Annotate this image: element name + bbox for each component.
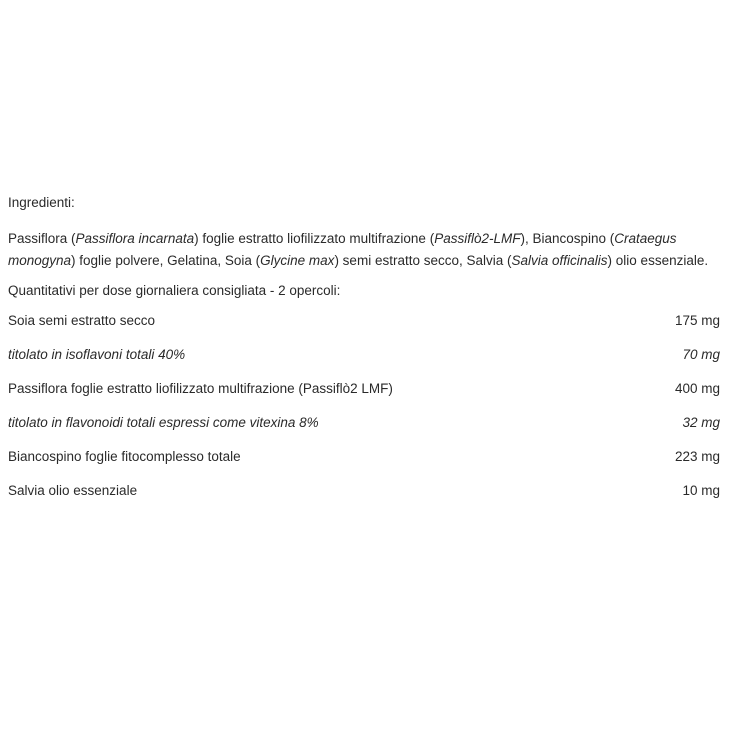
ingredient-segment: ) olio essenziale. [607, 253, 709, 268]
quantity-name: Salvia olio essenziale [8, 483, 138, 498]
quantity-name: titolato in isoflavoni totali 40% [8, 347, 186, 362]
quantity-row [8, 412, 720, 434]
quantity-amount: 400 mg [674, 381, 720, 396]
quantity-row [8, 310, 720, 332]
ingredient-latin-name: Glycine max [260, 253, 335, 268]
ingredient-latin-name: Salvia officinalis [511, 253, 608, 268]
ingredients-heading: Ingredienti: [8, 195, 75, 210]
quantity-name: titolato in flavonoidi totali espressi come vitexina 8% [8, 415, 319, 430]
ingredient-segment: ) foglie polvere, Gelatina, Soia ( [71, 253, 261, 268]
ingredient-segment: Passiflora ( [8, 231, 76, 246]
ingredient-segment: ) semi estratto secco, Salvia ( [334, 253, 512, 268]
ingredient-segment: ), Biancospino ( [520, 231, 615, 246]
ingredient-brand-name: Passiflò2-LMF [434, 231, 521, 246]
quantity-amount: 32 mg [682, 415, 720, 430]
quantity-name: Soia semi estratto secco [8, 313, 156, 328]
quantity-amount: 223 mg [674, 449, 720, 464]
ingredient-segment: ) foglie estratto liofilizzato multifrazione ( [194, 231, 435, 246]
product-label-text [8, 192, 720, 514]
quantity-amount: 175 mg [674, 313, 720, 328]
ingredient-latin-name: Passiflora incarnata [75, 231, 195, 246]
quantity-name: Biancospino foglie fitocomplesso totale [8, 449, 241, 464]
quantities-title: Quantitativi per dose giornaliera consigliata - 2 opercoli: [8, 283, 341, 298]
quantity-row [8, 446, 720, 468]
ingredient-latin-name: Crataegus monogyna [8, 231, 677, 268]
ingredients-list [8, 228, 720, 272]
quantity-amount: 70 mg [682, 347, 720, 362]
quantity-row [8, 344, 720, 366]
quantity-amount: 10 mg [682, 483, 720, 498]
quantity-name: Passiflora foglie estratto liofilizzato multifrazione (Passiflò2 LMF) [8, 381, 393, 396]
quantity-row [8, 378, 720, 400]
quantity-row [8, 480, 720, 502]
quantities-table [8, 310, 720, 502]
